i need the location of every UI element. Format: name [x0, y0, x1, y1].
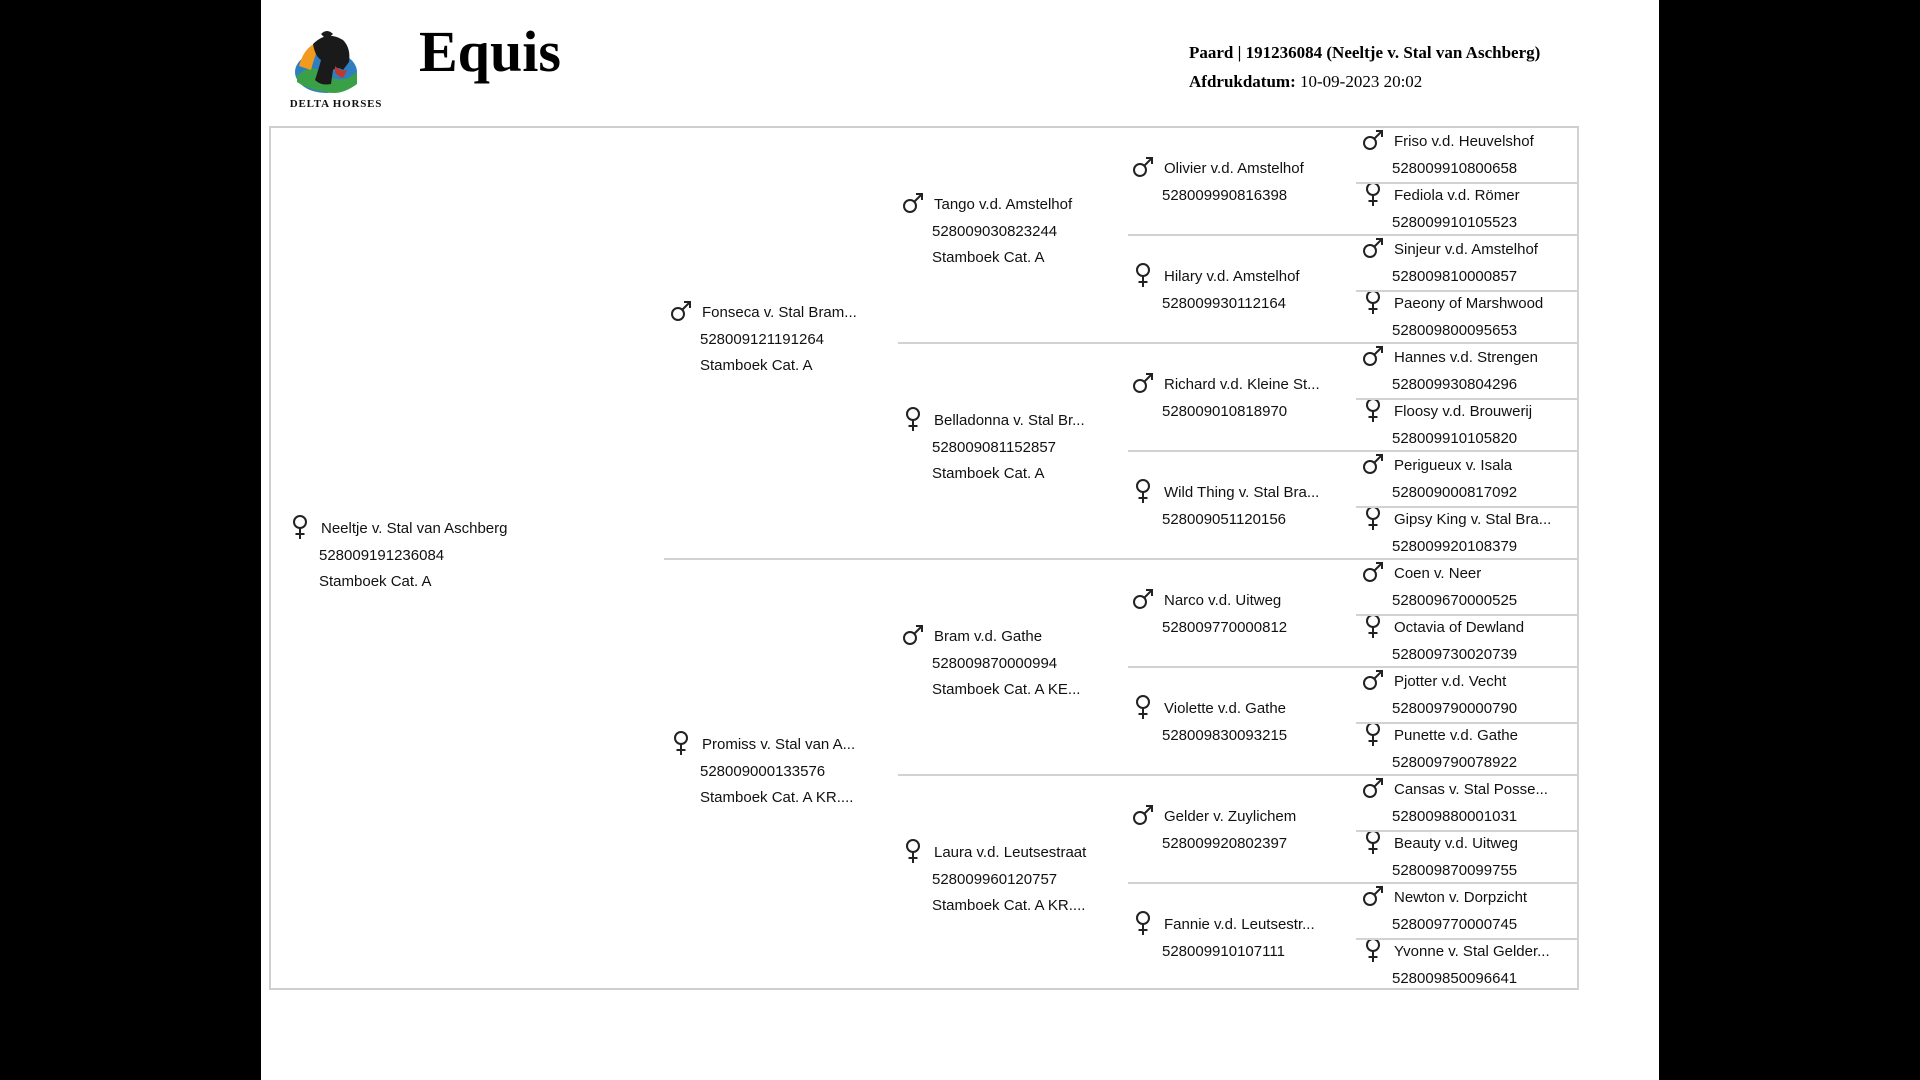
horse-name: Laura v.d. Leutsestraat — [934, 844, 1087, 861]
horse-id: 528009790000790 — [1392, 700, 1518, 717]
horse-id: 528009000817092 — [1392, 484, 1518, 501]
horse-name: Paeony of Marshwood — [1394, 295, 1544, 312]
horse-name: Tango v.d. Amstelhof — [934, 196, 1073, 213]
male-symbol-icon — [1361, 127, 1385, 153]
horse-category: Stamboek Cat. A KR.... — [700, 789, 854, 806]
female-symbol-icon — [1361, 505, 1385, 531]
horse-id: 528009770000745 — [1392, 916, 1518, 933]
horse-id: 528009910107111 — [1162, 943, 1285, 960]
horse-label: Paard — [1189, 43, 1234, 62]
separator — [1128, 666, 1579, 668]
separator — [1128, 450, 1579, 452]
female-symbol-icon — [1361, 181, 1385, 207]
horse-category: Stamboek Cat. A — [700, 357, 813, 374]
horse-name: Floosy v.d. Brouwerij — [1394, 403, 1533, 420]
horse-id: 528009880001031 — [1392, 808, 1518, 825]
male-symbol-icon — [1131, 586, 1155, 612]
separator — [898, 342, 1579, 344]
horse-category: Stamboek Cat. A — [932, 249, 1045, 266]
horse-name: Gelder v. Zuylichem — [1164, 808, 1297, 825]
male-symbol-icon — [1361, 883, 1385, 909]
female-symbol-icon — [901, 838, 925, 864]
female-symbol-icon — [1361, 721, 1385, 747]
horse-id: 528009010818970 — [1162, 403, 1288, 420]
female-symbol-icon — [1131, 478, 1155, 504]
horse-name: Bram v.d. Gathe — [934, 628, 1043, 645]
horse-name: Olivier v.d. Amstelhof — [1164, 160, 1304, 177]
horse-id: 528009081152857 — [932, 439, 1057, 456]
horse-name: Hilary v.d. Amstelhof — [1164, 268, 1300, 285]
female-symbol-icon — [288, 514, 312, 540]
horse-name: Fonseca v. Stal Bram... — [702, 304, 857, 321]
horse-name: Hannes v.d. Strengen — [1394, 349, 1538, 366]
horse-id: 528009191236084 — [319, 547, 445, 564]
female-symbol-icon — [1361, 613, 1385, 639]
app-title: Equis — [419, 19, 561, 84]
female-symbol-icon — [1131, 262, 1155, 288]
male-symbol-icon — [1131, 154, 1155, 180]
horse-id: 528009920108379 — [1392, 538, 1518, 555]
horse-id: 528009810000857 — [1392, 268, 1518, 285]
separator — [898, 774, 1579, 776]
horse-name: Wild Thing v. Stal Bra... — [1164, 484, 1320, 501]
logo-text: DELTA HORSES — [289, 98, 383, 110]
horse-category: Stamboek Cat. A KE... — [932, 681, 1081, 698]
horse-name: Cansas v. Stal Posse... — [1394, 781, 1548, 798]
horse-id: 528009870099755 — [1392, 862, 1518, 879]
male-symbol-icon — [1131, 802, 1155, 828]
horse-category: Stamboek Cat. A — [319, 573, 432, 590]
male-symbol-icon — [1361, 343, 1385, 369]
male-symbol-icon — [1361, 451, 1385, 477]
male-symbol-icon — [1131, 370, 1155, 396]
male-symbol-icon — [1361, 559, 1385, 585]
horse-name: Fediola v.d. Römer — [1394, 187, 1520, 204]
horse-head-icon — [291, 26, 361, 96]
separator — [1128, 882, 1579, 884]
horse-name: Promiss v. Stal van A... — [702, 736, 856, 753]
delta-horses-logo — [281, 18, 391, 116]
horse-name: Friso v.d. Heuvelshof — [1394, 133, 1534, 150]
female-symbol-icon — [901, 406, 925, 432]
horse-name: Pjotter v.d. Vecht — [1394, 673, 1507, 690]
horse-id: 528009910800658 — [1392, 160, 1518, 177]
female-symbol-icon — [1361, 397, 1385, 423]
horse-id: 528009770000812 — [1162, 619, 1288, 636]
separator — [1356, 830, 1579, 832]
separator — [1356, 938, 1579, 940]
separator — [1577, 128, 1579, 990]
horse-category: Stamboek Cat. A KR.... — [932, 897, 1086, 914]
horse-id: 528009121191264 — [700, 331, 825, 348]
female-symbol-icon — [1361, 937, 1385, 963]
horse-name: Fannie v.d. Leutsestr... — [1164, 916, 1315, 933]
male-symbol-icon — [901, 190, 925, 216]
separator — [1356, 506, 1579, 508]
horse-name: Newton v. Dorpzicht — [1394, 889, 1528, 906]
horse-name: Coen v. Neer — [1394, 565, 1482, 582]
horse-name: Neeltje v. Stal van Aschberg — [321, 520, 508, 537]
horse-id: 528009000133576 — [700, 763, 826, 780]
separator — [1356, 290, 1579, 292]
horse-id: 528009930112164 — [1162, 295, 1287, 312]
female-symbol-icon — [1361, 289, 1385, 315]
horse-name: Perigueux v. Isala — [1394, 457, 1513, 474]
separator — [664, 558, 1579, 560]
male-symbol-icon — [901, 622, 925, 648]
horse-category: Stamboek Cat. A — [932, 465, 1045, 482]
horse-name: Violette v.d. Gathe — [1164, 700, 1287, 717]
horse-id: 528009920802397 — [1162, 835, 1288, 852]
horse-id: 528009051120156 — [1162, 511, 1287, 528]
horse-name: Punette v.d. Gathe — [1394, 727, 1518, 744]
horse-id: 528009670000525 — [1392, 592, 1518, 609]
horse-name: Gipsy King v. Stal Bra... — [1394, 511, 1552, 528]
separator — [1356, 182, 1579, 184]
horse-id: 528009960120757 — [932, 871, 1058, 888]
pedigree-tree — [269, 126, 1579, 990]
horse-id: 528009830093215 — [1162, 727, 1288, 744]
print-date-value: 10-09-2023 20:02 — [1300, 72, 1423, 91]
male-symbol-icon — [1361, 775, 1385, 801]
horse-name: Yvonne v. Stal Gelder... — [1394, 943, 1550, 960]
horse-id: 528009790078922 — [1392, 754, 1518, 771]
horse-name: Belladonna v. Stal Br... — [934, 412, 1085, 429]
male-symbol-icon — [1361, 667, 1385, 693]
print-page — [261, 0, 1659, 1080]
male-symbol-icon — [669, 298, 693, 324]
female-symbol-icon — [1131, 694, 1155, 720]
horse-id: 528009850096641 — [1392, 970, 1518, 987]
separator — [1128, 234, 1579, 236]
horse-id: 528009910105523 — [1392, 214, 1518, 231]
horse-id: 528009030823244 — [932, 223, 1058, 240]
female-symbol-icon — [669, 730, 693, 756]
horse-id: 528009990816398 — [1162, 187, 1288, 204]
horse-name: Beauty v.d. Uitweg — [1394, 835, 1518, 852]
male-symbol-icon — [1361, 235, 1385, 261]
female-symbol-icon — [1131, 910, 1155, 936]
print-date-label: Afdrukdatum: — [1189, 72, 1296, 91]
horse-name: Sinjeur v.d. Amstelhof — [1394, 241, 1538, 258]
horse-id: 528009800095653 — [1392, 322, 1518, 339]
horse-name: Richard v.d. Kleine St... — [1164, 376, 1320, 393]
horse-id: 528009910105820 — [1392, 430, 1518, 447]
horse-name: Octavia of Dewland — [1394, 619, 1525, 636]
horse-value: | 191236084 (Neeltje v. Stal van Aschberg) — [1237, 43, 1541, 62]
horse-id: 528009930804296 — [1392, 376, 1518, 393]
separator — [1356, 722, 1579, 724]
female-symbol-icon — [1361, 829, 1385, 855]
horse-name: Narco v.d. Uitweg — [1164, 592, 1282, 609]
horse-id: 528009870000994 — [932, 655, 1058, 672]
print-header — [1189, 42, 1540, 100]
horse-id: 528009730020739 — [1392, 646, 1518, 663]
separator — [1356, 614, 1579, 616]
separator — [1356, 398, 1579, 400]
